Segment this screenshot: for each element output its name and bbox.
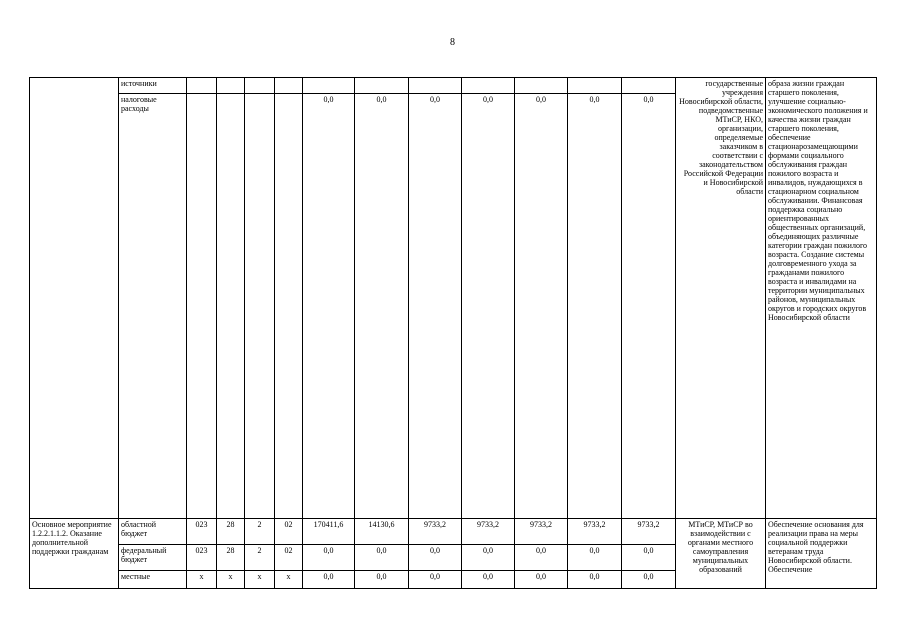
table-row [30,519,877,545]
value-cell: 9733,2 [568,519,622,545]
value-cell: 0,0 [303,94,355,519]
value-cell: 0,0 [622,545,676,571]
value-cell: 0,0 [355,571,409,589]
value-cell: 0,0 [355,94,409,519]
value-cell: 0,0 [568,94,622,519]
value-cell: 0,0 [515,545,568,571]
code-cell: 2 [245,519,275,545]
responsible-cell: государственные учреждения Новосибирской области, подведомственные МТиСР, НКО, организации, определяемые заказчиком в соответствии с законодательством Российской Федерации и Новосибирской области [676,78,766,519]
responsible-cell: МТиСР, МТиСР во взаимодействии с органами местного самоуправления муниципальных образований [676,519,766,589]
code-cell: 28 [217,519,245,545]
value-cell: 0,0 [303,571,355,589]
code-cell: 023 [187,545,217,571]
value-cell: 9733,2 [622,519,676,545]
source-label: источники [119,78,187,94]
value-cell: 0,0 [355,545,409,571]
value-cell: 0,0 [409,545,462,571]
result-cell: образа жизни граждан старшего поколения, улучшение социально-экономического положения и качества жизни граждан старшего поколения, обеспечение стационарозамещающими формами социального обслуживания граждан пожилого возраста и инвалидов, нуждающихся в стационарном социальном обслуживании. Финансовая поддержка социально ориентированных общественных организаций, объединяющих различные категории граждан пожилого возраста. Создание системы долговременного ухода за гражданами пожилого возраста и инвалидами на территории муниципальных районов, муниципальных округов и городских округов Новосибирской области [766,78,877,519]
value-cell: 170411,6 [303,519,355,545]
value-cell: 0,0 [462,571,515,589]
source-label: налоговые расходы [119,94,187,519]
value-cell: 0,0 [622,571,676,589]
source-label: областной бюджет [119,519,187,545]
code-cell: 2 [245,545,275,571]
code-cell: 28 [217,545,245,571]
code-cell: х [187,571,217,589]
value-cell: 0,0 [622,94,676,519]
value-cell: 0,0 [462,545,515,571]
value-cell: 0,0 [515,571,568,589]
code-cell: х [245,571,275,589]
code-cell: 02 [275,545,303,571]
program-table [29,77,877,589]
page-number: 8 [450,37,455,48]
code-cell: х [275,571,303,589]
value-cell: 9733,2 [462,519,515,545]
value-cell: 0,0 [409,94,462,519]
source-label: федеральный бюджет [119,545,187,571]
value-cell: 9733,2 [409,519,462,545]
value-cell: 0,0 [515,94,568,519]
code-cell: 02 [275,519,303,545]
source-label: местные [119,571,187,589]
code-cell: 023 [187,519,217,545]
measure-name: Основное мероприятие 1.2.2.1.1.2. Оказание дополнительной поддержки гражданам [30,519,119,589]
result-cell: Обеспечение основания для реализации права на меры социальной поддержки ветеранам труда Новосибирской области. Обеспечение [766,519,877,589]
value-cell: 0,0 [303,545,355,571]
value-cell: 0,0 [568,545,622,571]
code-cell: х [217,571,245,589]
value-cell: 0,0 [568,571,622,589]
value-cell: 0,0 [462,94,515,519]
measure-name-cell [30,78,119,519]
value-cell: 9733,2 [515,519,568,545]
table-row [30,78,877,94]
value-cell: 0,0 [409,571,462,589]
value-cell: 14130,6 [355,519,409,545]
